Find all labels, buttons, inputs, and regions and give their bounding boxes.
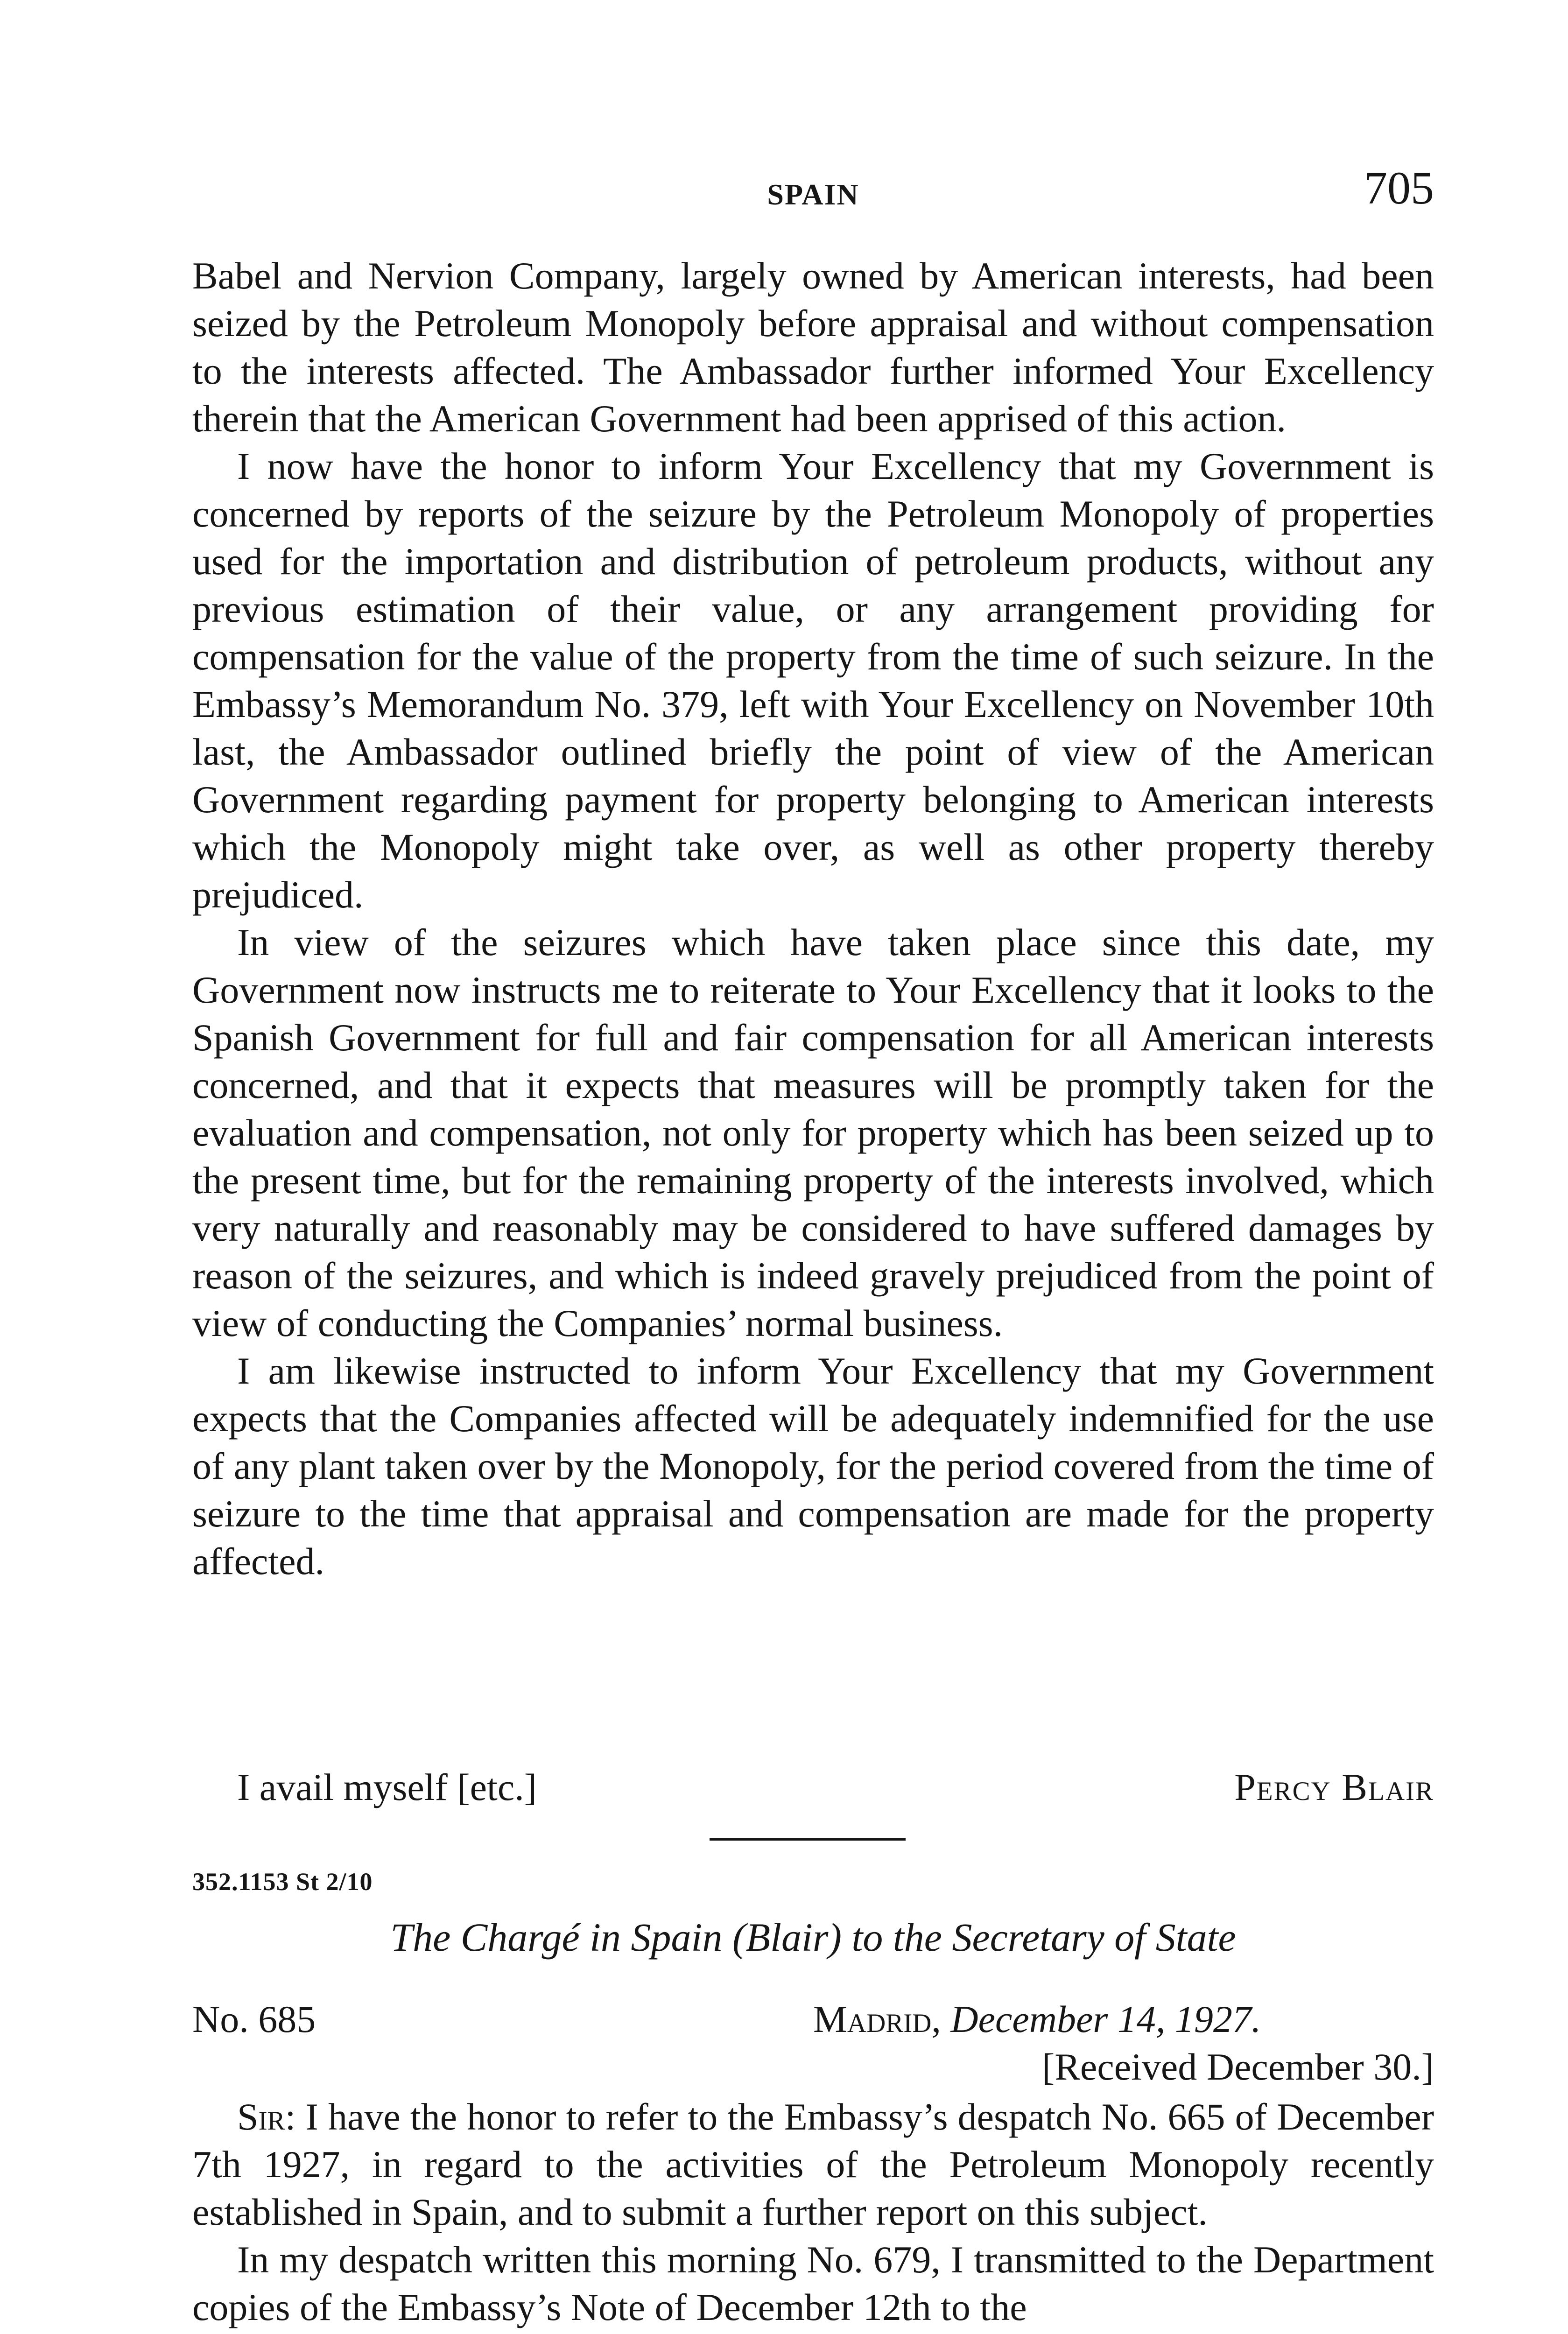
letter-body xyxy=(192,252,1434,1585)
place: Madrid, xyxy=(813,1998,941,2040)
paragraph: Babel and Nervion Company, largely owned by American interests, had been seized by the Petroleum Monopoly before appraisal and without compensation to the interests affected. The Ambassador further informed Your Excellency therein that the American Government had been apprised of this action. xyxy=(192,254,1434,440)
page-number: 705 xyxy=(1364,162,1434,214)
closing-row xyxy=(192,1764,1434,1815)
paragraph: In my despatch written this morning No. 679, I transmitted to the Department copies of the Embassy’s Note of December 12th to the xyxy=(192,2238,1434,2328)
running-title: SPAIN xyxy=(767,178,859,211)
file-reference: 352.1153 St 2/10 xyxy=(192,1868,373,1896)
despatch-body xyxy=(192,2093,1434,2331)
signature: Percy Blair xyxy=(1234,1766,1434,1808)
section-divider xyxy=(710,1838,906,1841)
despatch-number: No. 685 xyxy=(192,1998,316,2040)
running-head xyxy=(192,162,1434,218)
date: December 14, 1927. xyxy=(950,1998,1261,2040)
paragraph: In view of the seizures which have taken place since this date, my Government now instructs me to reiterate to Your Excellency that it looks to the Spanish Government for full and fair compensation for all American interests concerned, and that it expects that measures will be promptly taken for the evaluation and compensation, not only for property which has been seized up to the present time, but for the remaining property of the interests involved, which very naturally and reasonably may be considered to have suffered damages by reason of the seizures, and which is indeed gravely prejudiced from the point of view of conducting the Companies’ normal business. xyxy=(192,921,1434,1344)
received-note: [Received December 30.] xyxy=(1041,2046,1434,2088)
paragraph: I now have the honor to inform Your Excellency that my Government is concerned by reports of the seizure by the Petroleum Monopoly of properties used for the importation and distribution of petroleum products, without any previous estimation of their value, or any arrangement providing for compensation for the value of the property from the time of such seizure. In the Embassy’s Memorandum No. 379, left with Your Excellency on November 10th last, the Ambassador outlined briefly the point of view of the American Government regarding payment for property belonging to American interests which the Monopoly might take over, as well as other property thereby prejudiced. xyxy=(192,445,1434,916)
closing-text: I avail myself [etc.] xyxy=(237,1766,537,1808)
salutation: Sir: xyxy=(237,2095,296,2138)
place-date xyxy=(813,1996,1261,2043)
paragraph: I am likewise instructed to inform Your Excellency that my Government expects that the Companies affected will be adequately indemnified for the use of any plant taken over by the Monopoly, for the period covered from the time of seizure to the time that appraisal and compensation are made for the property affected. xyxy=(192,1350,1434,1582)
despatch-header xyxy=(192,1996,1434,2089)
paragraph xyxy=(192,2093,1434,2236)
paragraph-text: I have the honor to refer to the Embassy’s despatch No. 665 of December 7th 1927, in regard to the activities of the Petroleum Monopoly recently established in Spain, and to submit a further report on this subject. xyxy=(192,2095,1434,2233)
document-title: The Chargé in Spain (Blair) to the Secretary of State xyxy=(390,1915,1236,1960)
